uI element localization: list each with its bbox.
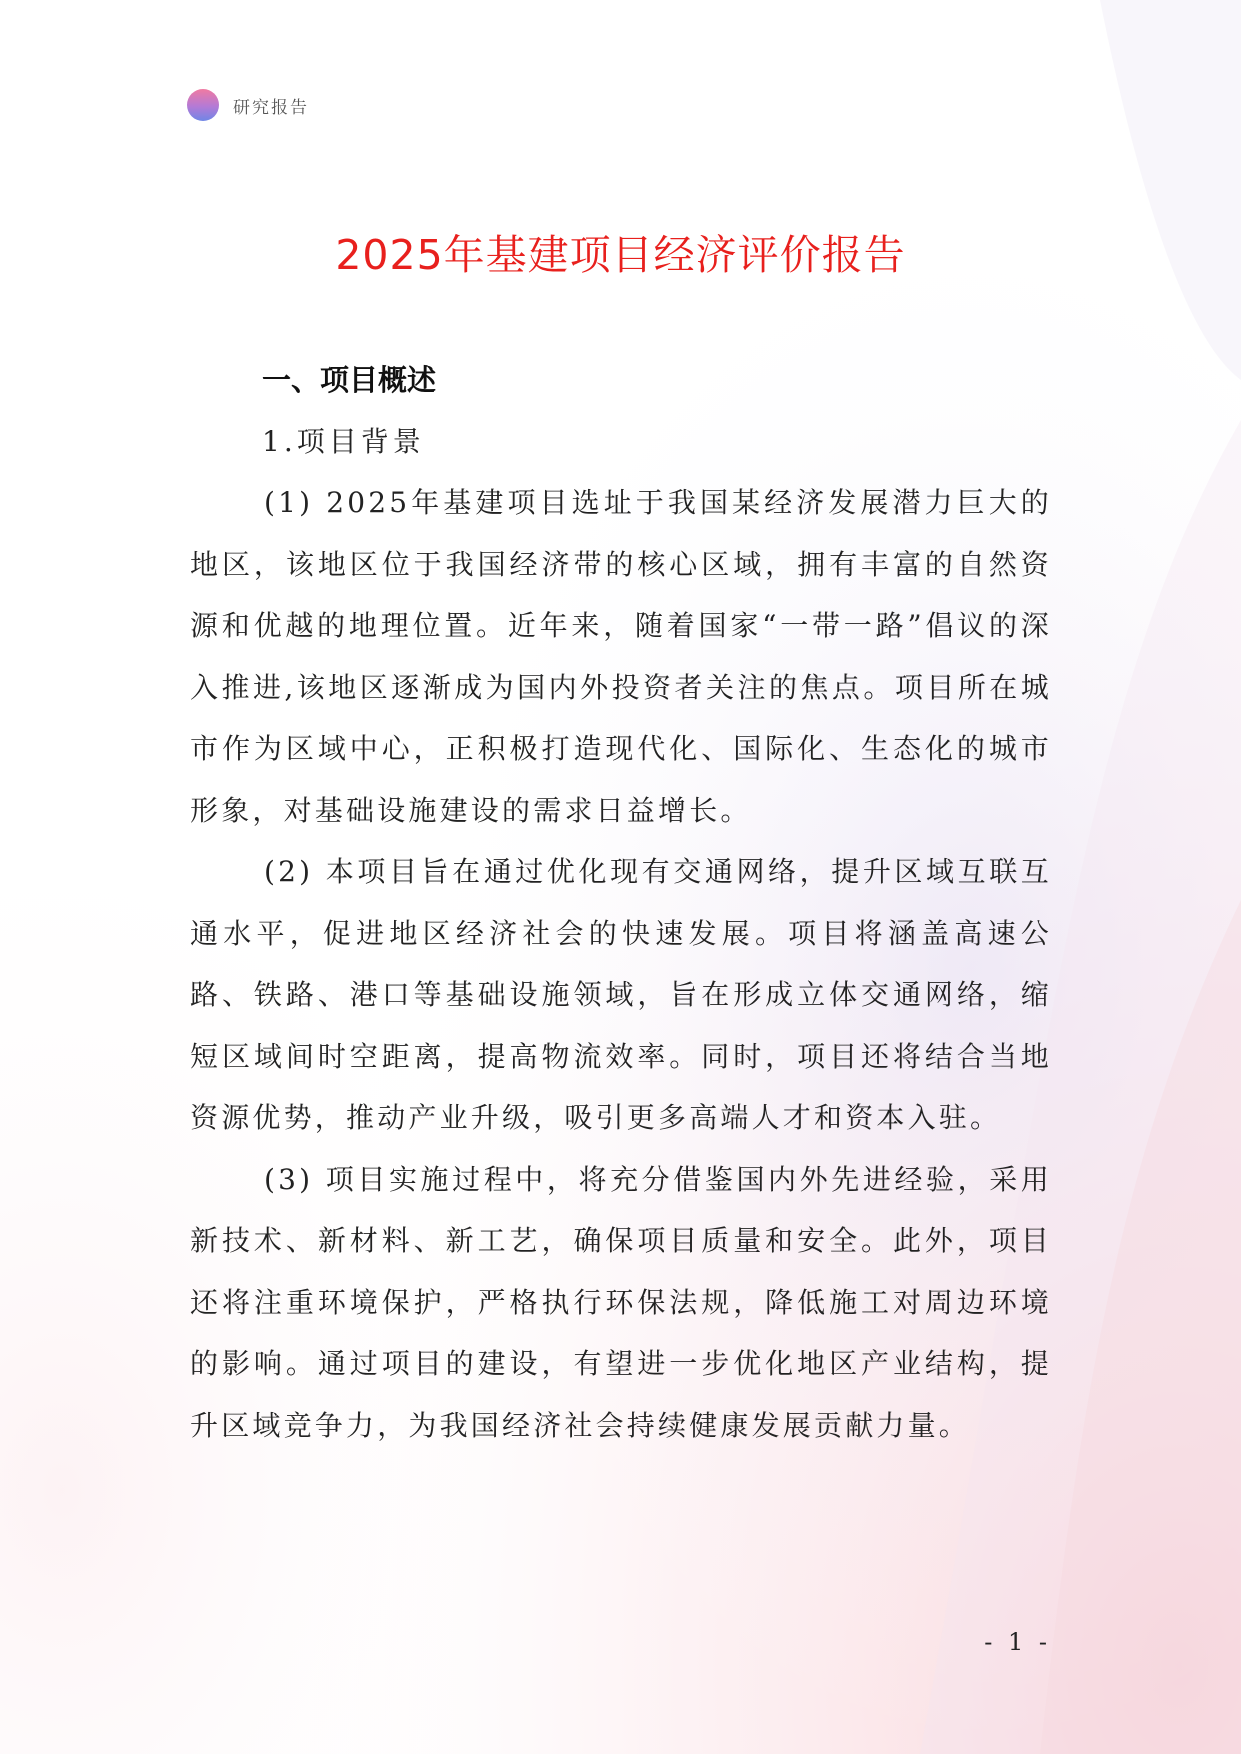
sub-heading: 1.项目背景 (262, 425, 425, 458)
paragraph-1: (1) 2025年基建项目选址于我国某经济发展潜力巨大的地区，该地区位于我国经济带的核心区域，拥有丰富的自然资源和优越的地理位置。近年来，随着国家“一带一路”倡议的深入推进,该地区逐渐成为国内外投资者关注的焦点。项目所在城市作为区域中心，正积极打造现代化、国际化、生态化的城市形象，对基础设施建设的需求日益增长。 (190, 486, 1052, 827)
paragraph-2: (2) 本项目旨在通过优化现有交通网络，提升区域互联互通水平，促进地区经济社会的快速发展。项目将涵盖高速公路、铁路、港口等基础设施领域，旨在形成立体交通网络，缩短区域间时空距离，提高物流效率。同时，项目还将结合当地资源优势，推动产业升级，吸引更多高端人才和资本入驻。 (190, 855, 1052, 1134)
section-heading: 一、项目概述 (262, 363, 437, 397)
logo-icon (187, 89, 219, 121)
document-body (190, 472, 1052, 1456)
page-number: - 1 - (984, 1628, 1051, 1656)
document-title: 2025年基建项目经济评价报告 (335, 231, 906, 279)
header (187, 88, 309, 122)
header-label: 研究报告 (233, 97, 309, 118)
paragraph-3: (3) 项目实施过程中，将充分借鉴国内外先进经验，采用新技术、新材料、新工艺，确保项目质量和安全。此外，项目还将注重环境保护，严格执行环保法规，降低施工对周边环境的影响。通过项目的建设，有望进一步优化地区产业结构，提升区域竞争力，为我国经济社会持续健康发展贡献力量。 (190, 1162, 1052, 1442)
